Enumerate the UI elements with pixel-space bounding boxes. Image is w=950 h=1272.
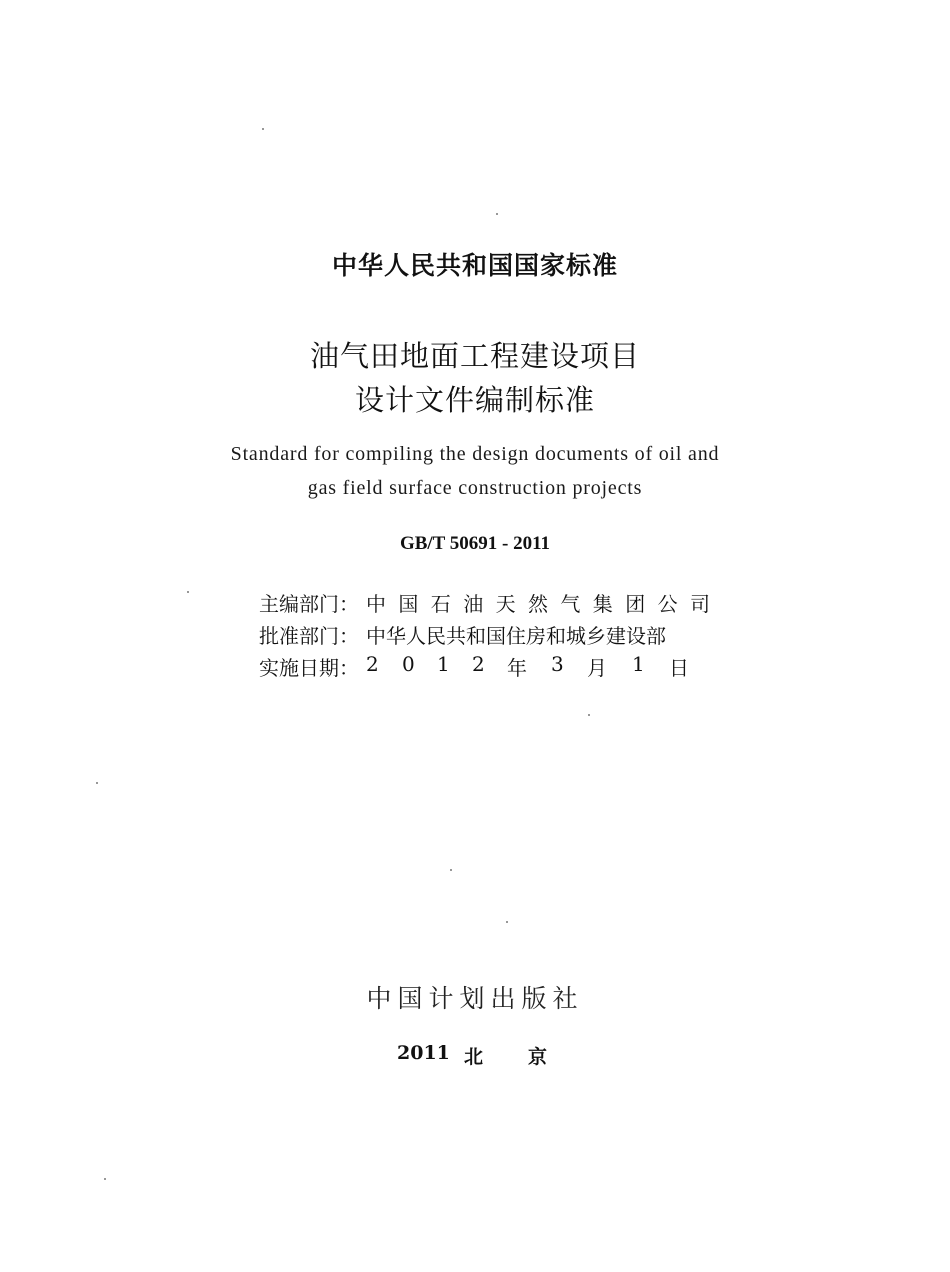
scan-speck	[104, 1178, 106, 1180]
scan-speck	[450, 869, 452, 871]
title-en-line-1: Standard for compiling the design documents of oil and	[230, 443, 720, 465]
date-digit: 3	[551, 652, 564, 676]
publisher-name: 中国计划出版社	[366, 984, 584, 1013]
date-digit: 0	[402, 652, 415, 676]
date-day-char: 日	[669, 656, 689, 680]
scan-speck	[496, 213, 498, 215]
date-digit: 1	[632, 652, 645, 676]
approver-value: 中华人民共和国住房和城乡建设部	[366, 624, 666, 648]
standard-number: GB/T 50691 - 2011	[399, 533, 551, 554]
imprint-line	[0, 1042, 950, 1072]
date-month-char: 月	[587, 656, 607, 680]
editor-row	[259, 588, 723, 618]
title-zh-line-2: 设计文件编制标准	[354, 383, 595, 417]
standard-series-heading: 中华人民共和国国家标准	[331, 251, 618, 280]
title-zh-line-1: 油气田地面工程建设项目	[309, 339, 640, 373]
editor-value: 中国石油天然气集团公司	[366, 592, 723, 616]
scan-speck	[96, 782, 98, 784]
date-digit: 2	[366, 652, 379, 676]
imprint-city-2: 京	[528, 1046, 548, 1068]
scan-speck	[506, 921, 508, 923]
scan-speck	[588, 714, 590, 716]
scan-speck	[262, 128, 264, 130]
date-digit: 1	[437, 652, 450, 676]
imprint-city-1: 北	[464, 1046, 484, 1068]
editor-label: 主编部门：	[259, 592, 359, 616]
effective-date-label: 实施日期：	[259, 656, 359, 680]
date-year-char: 年	[507, 656, 527, 680]
approver-row	[259, 620, 699, 650]
title-en-line-2: gas field surface construction projects	[307, 477, 643, 499]
imprint-year: 2011	[397, 1042, 450, 1064]
scan-speck	[187, 591, 189, 593]
effective-date-row	[259, 652, 699, 682]
approver-label: 批准部门：	[259, 624, 359, 648]
date-digit: 2	[472, 652, 485, 676]
